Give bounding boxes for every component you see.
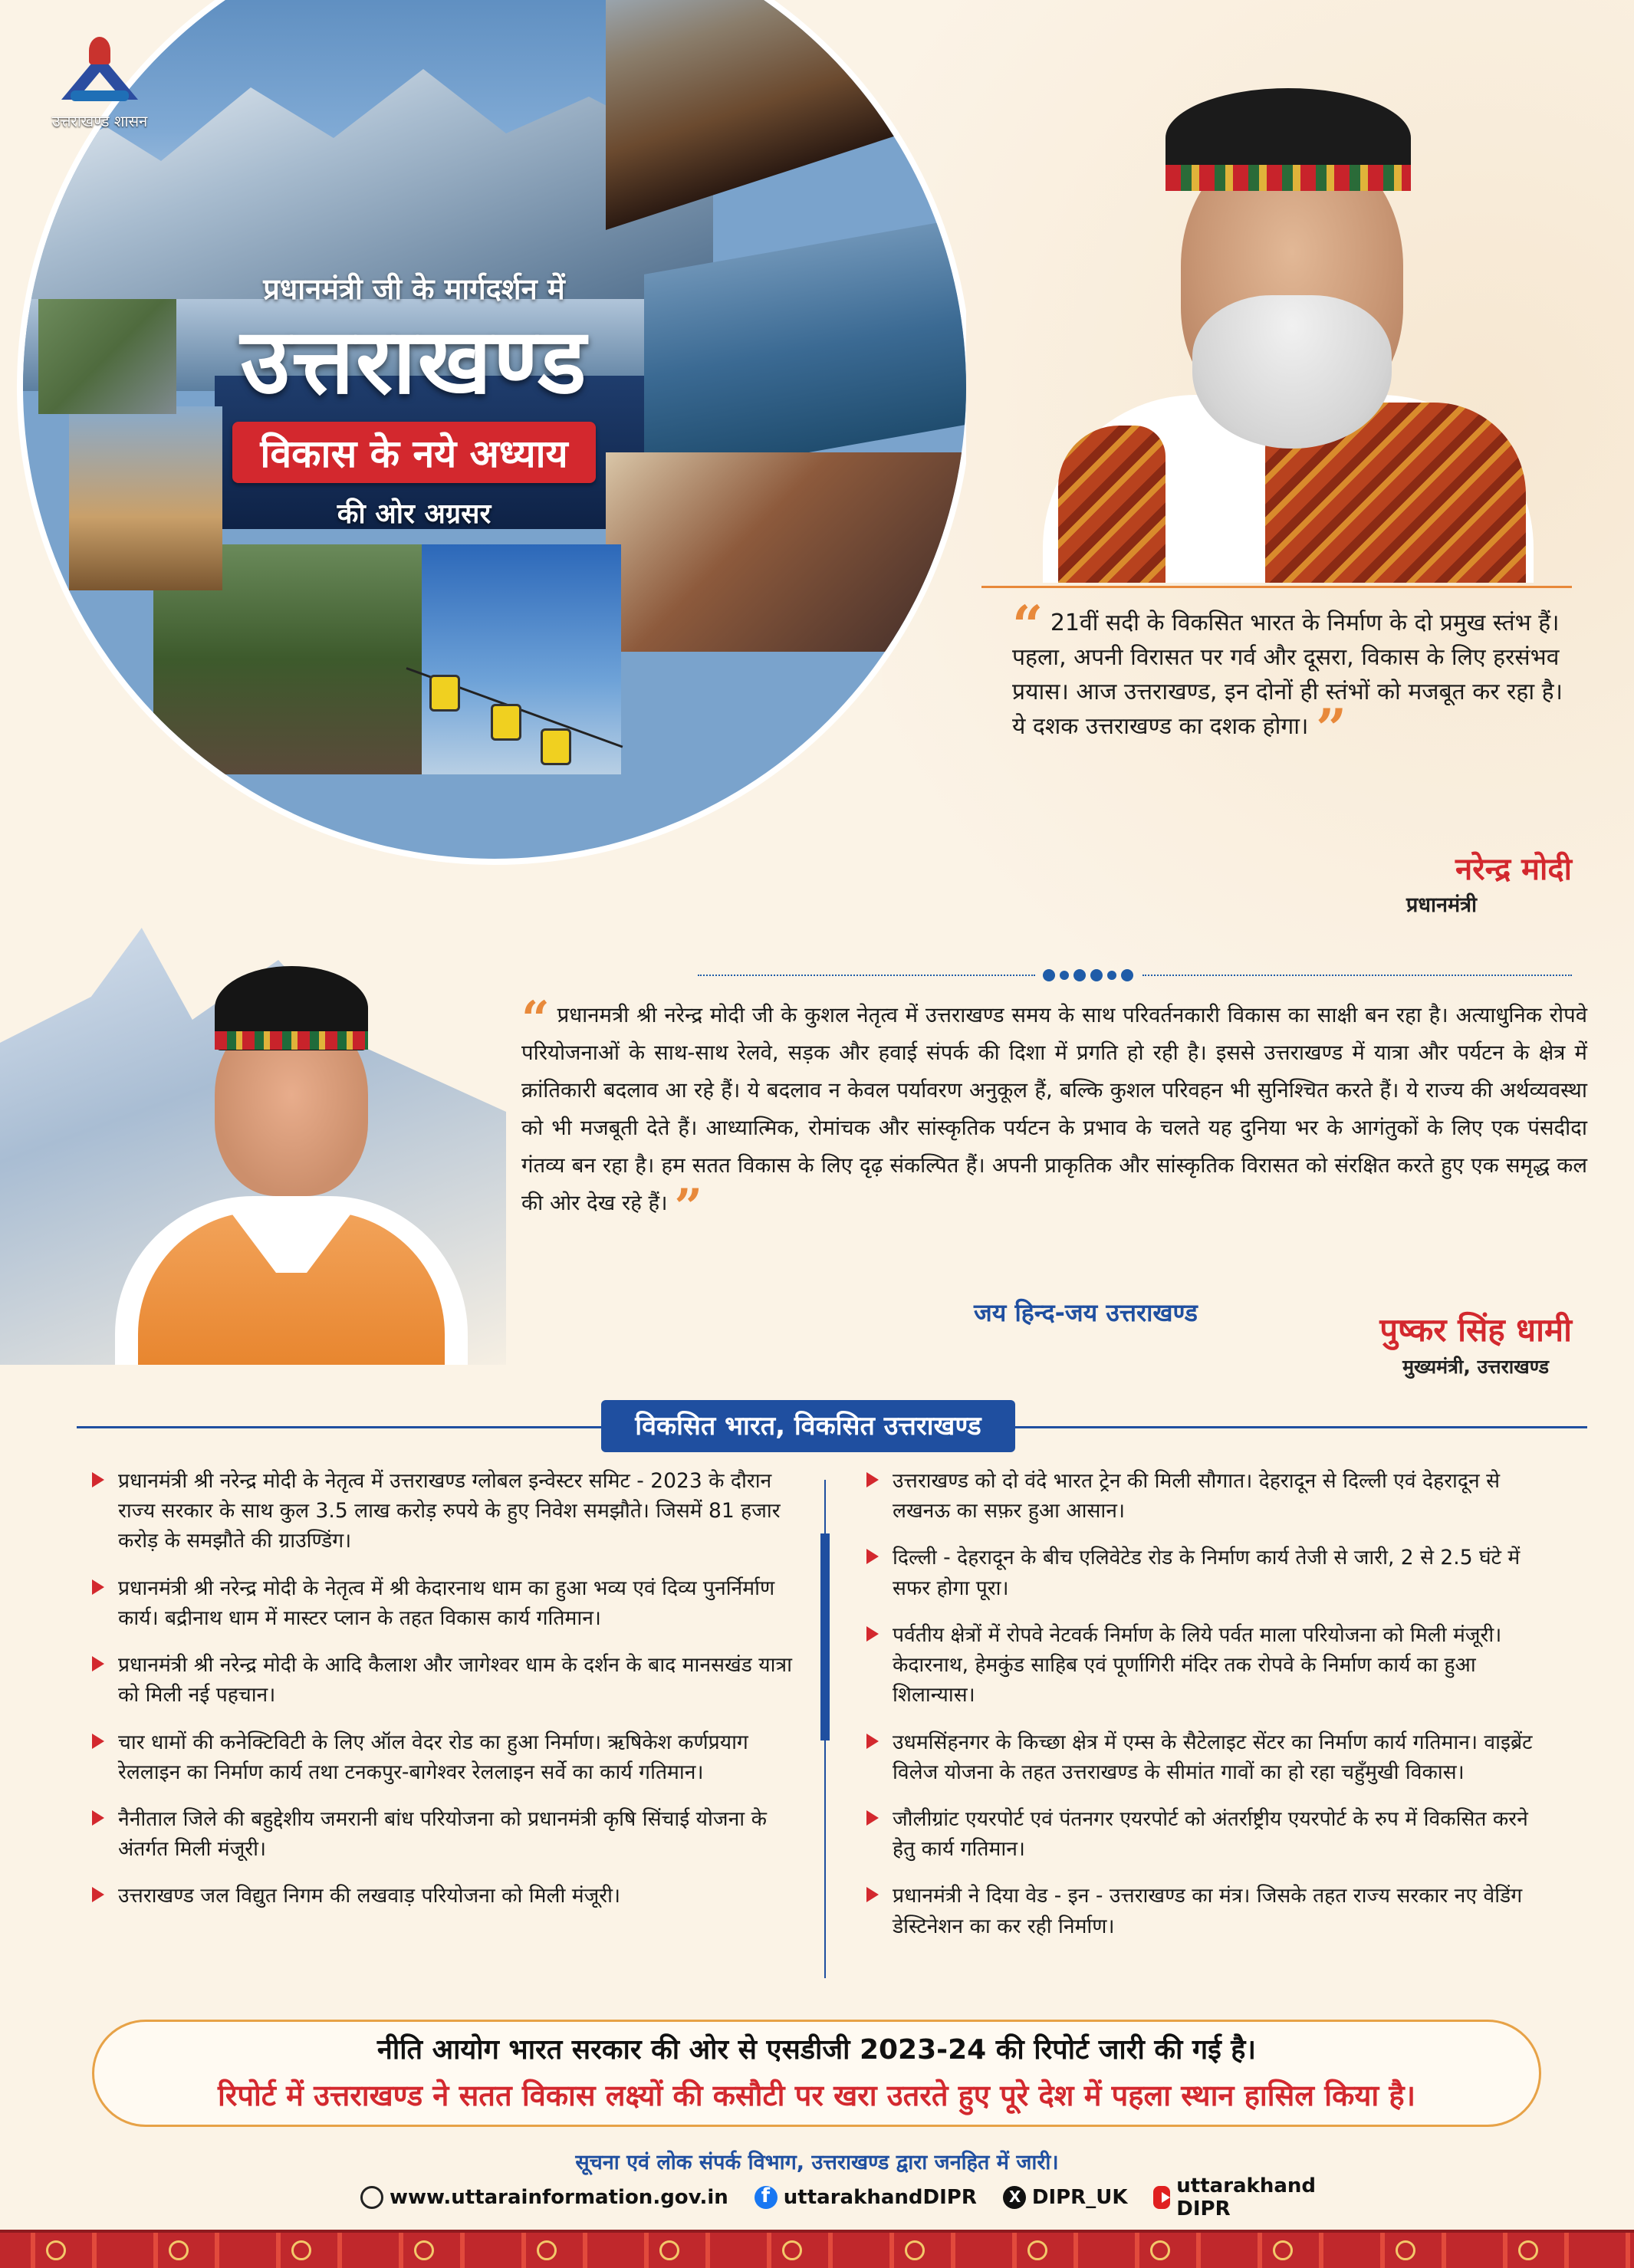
hero-subtitle: प्रधानमंत्री जी के मार्गदर्शन में	[263, 272, 565, 306]
bullet-arrow-icon	[866, 1472, 879, 1487]
banner-line-1: नीति आयोग भारत सरकार की ओर से एसडीजी 2023-24 की रिपोर्ट जारी की गई है।	[376, 2034, 1257, 2066]
slogan: जय हिन्द-जय उत्तराखण्ड	[974, 1298, 1198, 1327]
banner-line-2: रिपोर्ट में उत्तराखण्ड ने सतत विकास लक्ष्यों की कसौटी पर खरा उतरते हुए पूरे देश में पहला स्थान हासिल किया है।	[217, 2079, 1416, 2112]
list-item: प्रधानमंत्री श्री नरेन्द्र मोदी के आदि कैलाश और जागेश्वर धाम के दर्शन के बाद मानसखंड यात्रा को मिली नई पहचान।	[92, 1650, 797, 1710]
achievements-left-list	[92, 1466, 797, 1928]
bullet-arrow-icon	[92, 1579, 104, 1595]
list-item: उत्तराखण्ड को दो वंदे भारत ट्रेन की मिली सौगात। देहरादून से दिल्ली एवं देहरादून से लखनऊ का सफ़र हुआ आसान।	[866, 1466, 1557, 1526]
pm-quote-text: 21वीं सदी के विकसित भारत के निर्माण के दो प्रमुख स्तंभ हैं। पहला, अपनी विरासत पर गर्व और दूसरा, विकास के लिए हरसंभव प्रयास। आज उत्तराखण्ड, इन दोनों ही स्तंभों को मजबूत कर रहा है। ये दशक उत्तराखण्ड का दशक होगा।	[1012, 610, 1563, 740]
bullet-arrow-icon	[866, 1887, 879, 1902]
cm-quote	[521, 991, 1587, 1236]
quote-close-icon: ”	[1315, 697, 1347, 761]
footer-links	[360, 2174, 1317, 2220]
cm-title: मुख्यमंत्री, उत्तराखण्ड	[1402, 1356, 1549, 1378]
sdg-banner	[92, 2020, 1541, 2127]
gondola-icon	[429, 675, 460, 712]
facebook-icon	[755, 2186, 778, 2209]
youtube-icon	[1153, 2186, 1170, 2209]
bullet-arrow-icon	[92, 1656, 104, 1671]
govt-logo	[38, 37, 161, 131]
bullet-arrow-icon	[92, 1887, 104, 1902]
list-item: दिल्ली - देहरादून के बीच एलिवेटेड रोड के निर्माण कार्य तेजी से जारी, 2 से 2.5 घंटे में सफर होगा पूरा।	[866, 1543, 1557, 1602]
list-item: प्रधानमंत्री श्री नरेन्द्र मोदी के नेतृत्व में उत्तराखण्ड ग्लोबल इन्वेस्टर समिट - 2023 के दौरान राज्य सरकार के साथ कुल 3.5 लाख करोड़ रुपये के हुए निवेश समझौते। जिसमें 81 हजार करोड़ के समझौते की ग्राउण्डिंग।	[92, 1466, 797, 1556]
issued-by: सूचना एवं लोक संपर्क विभाग, उत्तराखण्ड द्वारा जनहित में जारी।	[575, 2151, 1059, 2174]
list-item: जौलीग्रांट एयरपोर्ट एवं पंतनगर एयरपोर्ट को अंतर्राष्ट्रीय एयरपोर्ट के रुप में विकसित करने हेतु कार्य गतिमान।	[866, 1804, 1557, 1864]
list-item: उत्तराखण्ड जल विद्युत निगम की लखवाड़ परियोजना को मिली मंजूरी।	[92, 1881, 797, 1911]
hero-title: उत्तराखण्ड	[240, 308, 588, 414]
hero-collage	[0, 0, 966, 874]
gondola-icon	[491, 704, 521, 741]
quote-rule	[981, 586, 1572, 588]
bullet-arrow-icon	[866, 1549, 879, 1564]
achievements-right-list	[866, 1466, 1557, 1958]
bullet-arrow-icon	[866, 1810, 879, 1826]
hero-title-block	[153, 268, 675, 531]
x-icon	[1003, 2186, 1026, 2209]
list-item: प्रधानमंत्री ने दिया वेड - इन - उत्तराखण्ड का मंत्र। जिसके तहत राज्य सरकार नए वेडिंग डेस्टिनेशन का कर रही निर्माण।	[866, 1881, 1557, 1941]
section-heading: विकसित भारत, विकसित उत्तराखण्ड	[601, 1400, 1015, 1452]
bullet-arrow-icon	[92, 1810, 104, 1826]
bullet-arrow-icon	[866, 1626, 879, 1642]
list-item: प्रधानमंत्री श्री नरेन्द्र मोदी के नेतृत्व में श्री केदारनाथ धाम का हुआ भव्य एवं दिव्य पुनर्निर्माण कार्य। बद्रीनाथ धाम में मास्टर प्लान के तहत विकास कार्य गतिमान।	[92, 1573, 797, 1633]
quote-open-icon: “	[521, 991, 550, 1048]
list-item: नैनीताल जिले की बहुद्देशीय जमरानी बांध परियोजना को प्रधानमंत्री कृषि सिंचाई योजना के अंतर्गत मिली मंजूरी।	[92, 1804, 797, 1864]
quote-open-icon: “	[1012, 593, 1044, 657]
divider	[698, 968, 1587, 983]
hero-badge: विकास के नये अध्याय	[232, 422, 595, 483]
x-link[interactable]: X DIPR_UK	[1003, 2186, 1128, 2209]
decorative-border	[0, 2230, 1634, 2268]
website-link[interactable]: www.uttarainformation.gov.in	[360, 2186, 728, 2209]
cm-name: पुष्कर सिंह धामी	[1379, 1311, 1572, 1349]
logo-text: उत्तराखण्ड शासन	[51, 112, 148, 130]
cm-portrait	[92, 905, 491, 1365]
column-divider-accent	[820, 1533, 830, 1740]
youtube-link[interactable]: uttarakhand DIPR	[1153, 2174, 1322, 2220]
kedarnath-temple-photo	[606, 0, 966, 230]
bullet-arrow-icon	[92, 1734, 104, 1749]
pm-portrait	[1012, 42, 1534, 583]
pm-quote	[1012, 593, 1564, 761]
hero-tagline: की ओर अग्रसर	[337, 498, 492, 530]
cm-quote-text: प्रधानमत्री श्री नरेन्द्र मोदी जी के कुशल नेतृत्व में उत्तराखण्ड समय के साथ परिवर्तनकारी विकास का साक्षी बन रहा है। अत्याधुनिक रोपवे परियोजनाओं के साथ-साथ रेलवे, सड़क और हवाई संपर्क की दिशा में प्रगति हो रही है। इससे उत्तराखण्ड में यात्रा और पर्यटन के क्षेत्र में क्रांतिकारी बदलाव आ रहे हैं। ये बदलाव न केवल पर्यावरण अनुकूल हैं, बल्कि कुशल परिवहन भी सुनिश्चित करते हैं। ये राज्य की अर्थव्यवस्था को भी मजबूती देते हैं। आध्यात्मिक, रोमांचक और सांस्कृतिक पर्यटन के प्रभाव के चलते यह दुनिया भर के आगंतुकों के लिए एक पंसदीदा गंतव्य बन रहा है। हम सतत विकास के लिए दृढ़ संकल्पित हैं। अपनी प्राकृतिक और सांस्कृतिक विरासत को संरक्षित करते हुए एक समृद्ध कल की ओर देख रहे हैं।	[521, 1003, 1587, 1215]
gondola-icon	[541, 728, 571, 765]
quote-close-icon: ”	[674, 1178, 703, 1236]
list-item: पर्वतीय क्षेत्रों में रोपवे नेटवर्क निर्माण के लिये पर्वत माला परियोजना को मिली मंजूरी। केदारनाथ, हेमकुंड साहिब एवं पूर्णागिरी मंदिर तक रोपवे के निर्माण कार्य का हुआ शिलान्यास।	[866, 1620, 1557, 1711]
globe-icon	[360, 2186, 383, 2209]
list-item: उधमसिंहनगर के किच्छा क्षेत्र में एम्स के सैटेलाइट सेंटर का निर्माण कार्य गतिमान। वाइब्रेंट विलेज योजना के तहत उत्तराखण्ड के सीमांत गावों का हो रहा चहुँमुखी विकास।	[866, 1727, 1557, 1787]
bullet-arrow-icon	[92, 1472, 104, 1487]
facebook-link[interactable]: f uttarakhandDIPR	[755, 2186, 977, 2209]
pm-title: प्रधानमंत्री	[1406, 893, 1477, 917]
pm-name: नरेन्द्र मोदी	[1455, 852, 1572, 887]
list-item: चार धामों की कनेक्टिविटी के लिए ऑल वेदर रोड का हुआ निर्माण। ऋषिकेश कर्णप्रयाग रेललाइन का निर्माण कार्य तथा टनकपुर-बागेश्वर रेललाइन सर्वे का कार्य गतिमान।	[92, 1727, 797, 1787]
uttarakhand-emblem-icon	[61, 37, 138, 106]
bullet-arrow-icon	[866, 1734, 879, 1749]
